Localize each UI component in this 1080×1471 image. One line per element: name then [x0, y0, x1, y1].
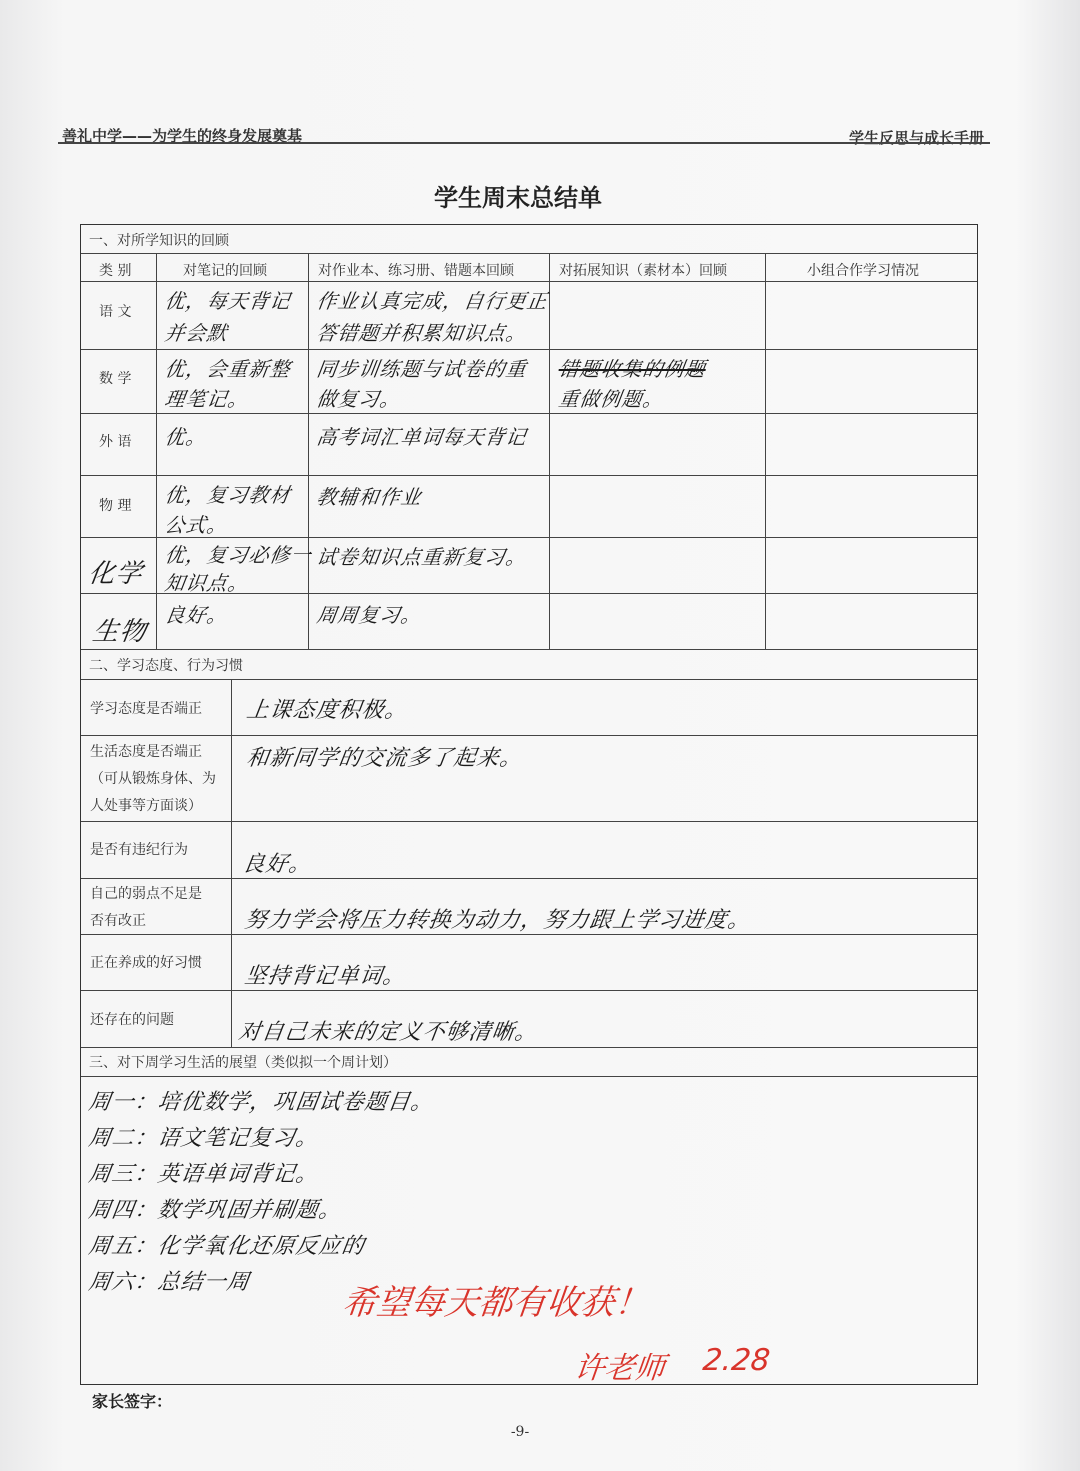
handwritten-answer: 和新同学的交流多了起来。	[244, 746, 525, 771]
row-label: 是否有违纪行为	[90, 842, 188, 858]
handwritten-notes: 优，会重新整	[163, 357, 293, 381]
section3-title: 三、对下周学习生活的展望（类似拟一个周计划）	[89, 1055, 397, 1071]
divider	[81, 990, 977, 991]
row-label: 自己的弱点不足是	[90, 886, 202, 902]
handwritten-notes: 优，复习必修一	[163, 543, 314, 567]
divider	[81, 934, 977, 935]
plan-item: 周五：化学氧化还原反应的	[86, 1234, 367, 1259]
handwritten-homework: 答错题并积累知识点。	[315, 321, 529, 345]
subject-label: 外 语	[99, 434, 132, 450]
teacher-date: 2.28	[701, 1343, 772, 1378]
handbook-name: 学生反思与成长手册	[848, 129, 984, 147]
divider	[81, 1076, 977, 1077]
page-number: -9-	[510, 1424, 530, 1440]
handwritten-notes: 知识点。	[163, 571, 251, 595]
divider	[231, 679, 232, 1047]
row-label: 正在养成的好习惯	[90, 955, 202, 971]
teacher-comment: 希望每天都有收获！	[340, 1283, 651, 1323]
handwritten-homework: 做复习。	[315, 387, 403, 411]
divider	[81, 679, 977, 680]
subject-label: 语 文	[99, 304, 132, 320]
handwritten-homework: 周周复习。	[315, 603, 424, 627]
row-label: 学习态度是否端正	[90, 701, 202, 717]
column-header: 类 别	[99, 263, 132, 279]
divider	[81, 413, 977, 414]
handwritten-notes: 优。	[163, 425, 209, 449]
row-label: 还存在的问题	[90, 1012, 174, 1028]
handwritten-answer: 对自己未来的定义不够清晰。	[236, 1020, 540, 1045]
column-header: 对笔记的回顾	[183, 263, 267, 279]
handwritten-notes: 优，每天背记	[163, 289, 293, 313]
section1-title: 一、对所学知识的回顾	[89, 233, 229, 249]
handwritten-homework: 作业认真完成，自行更正	[315, 289, 550, 313]
handwritten-extension-crossed: 错题收集的例题	[557, 357, 708, 381]
handwritten-extension: 重做例题。	[557, 387, 666, 411]
handwritten-homework: 教辅和作业	[315, 485, 424, 509]
divider	[81, 281, 977, 282]
divider	[81, 878, 977, 879]
handwritten-homework: 高考词汇单词每天背记	[315, 425, 529, 449]
handwritten-notes: 并会默	[163, 321, 230, 345]
handwritten-answer: 良好。	[240, 852, 314, 877]
header-divider	[58, 142, 990, 144]
handwritten-homework: 试卷知识点重新复习。	[315, 545, 529, 569]
handwritten-notes: 理笔记。	[163, 387, 251, 411]
row-label: 否有改正	[90, 913, 146, 929]
subject-label: 物 理	[99, 498, 132, 514]
plan-item: 周四：数学巩固并刷题。	[86, 1198, 344, 1223]
parent-signature-label: 家长签字：	[92, 1392, 173, 1411]
divider	[81, 821, 977, 822]
divider	[549, 253, 550, 649]
handwritten-answer: 努力学会将压力转换为动力，努力跟上学习进度。	[242, 908, 753, 933]
divider	[81, 735, 977, 736]
plan-item: 周二：语文笔记复习。	[86, 1126, 321, 1151]
handwritten-notes: 优，复习教材	[163, 483, 293, 507]
divider	[81, 475, 977, 476]
divider	[81, 253, 977, 254]
handwritten-answer: 上课态度积极。	[244, 698, 410, 723]
divider	[81, 649, 977, 650]
row-label: 人处事等方面谈）	[90, 798, 202, 814]
handwritten-notes: 公式。	[163, 513, 230, 537]
column-header: 对作业本、练习册、错题本回顾	[318, 263, 514, 279]
subject-label-handwritten: 生物	[90, 617, 149, 647]
divider	[308, 253, 309, 649]
divider	[81, 349, 977, 350]
plan-item: 周三：英语单词背记。	[86, 1162, 321, 1187]
subject-label: 数 学	[99, 371, 132, 387]
handwritten-answer: 坚持背记单词。	[242, 964, 408, 989]
handwritten-notes: 良好。	[163, 603, 230, 627]
section2-title: 二、学习态度、行为习惯	[89, 658, 243, 674]
column-header: 对拓展知识（素材本）回顾	[559, 263, 727, 279]
school-motto: 善礼中学——为学生的终身发展奠基	[62, 127, 303, 145]
teacher-signature: 许老师	[572, 1351, 667, 1386]
row-label: 生活态度是否端正	[90, 744, 202, 760]
column-header: 小组合作学习情况	[807, 263, 919, 279]
plan-item: 周六：总结一周	[86, 1270, 252, 1295]
divider	[81, 1047, 977, 1048]
row-label: （可从锻炼身体、为	[90, 771, 216, 787]
page-title: 学生周末总结单	[434, 184, 602, 212]
summary-form	[80, 224, 978, 1385]
subject-label-handwritten: 化学	[86, 559, 145, 589]
handwritten-homework: 同步训练题与试卷的重	[315, 357, 529, 381]
divider	[156, 253, 157, 649]
plan-item: 周一：培优数学，巩固试卷题目。	[86, 1090, 436, 1115]
divider	[765, 253, 766, 649]
